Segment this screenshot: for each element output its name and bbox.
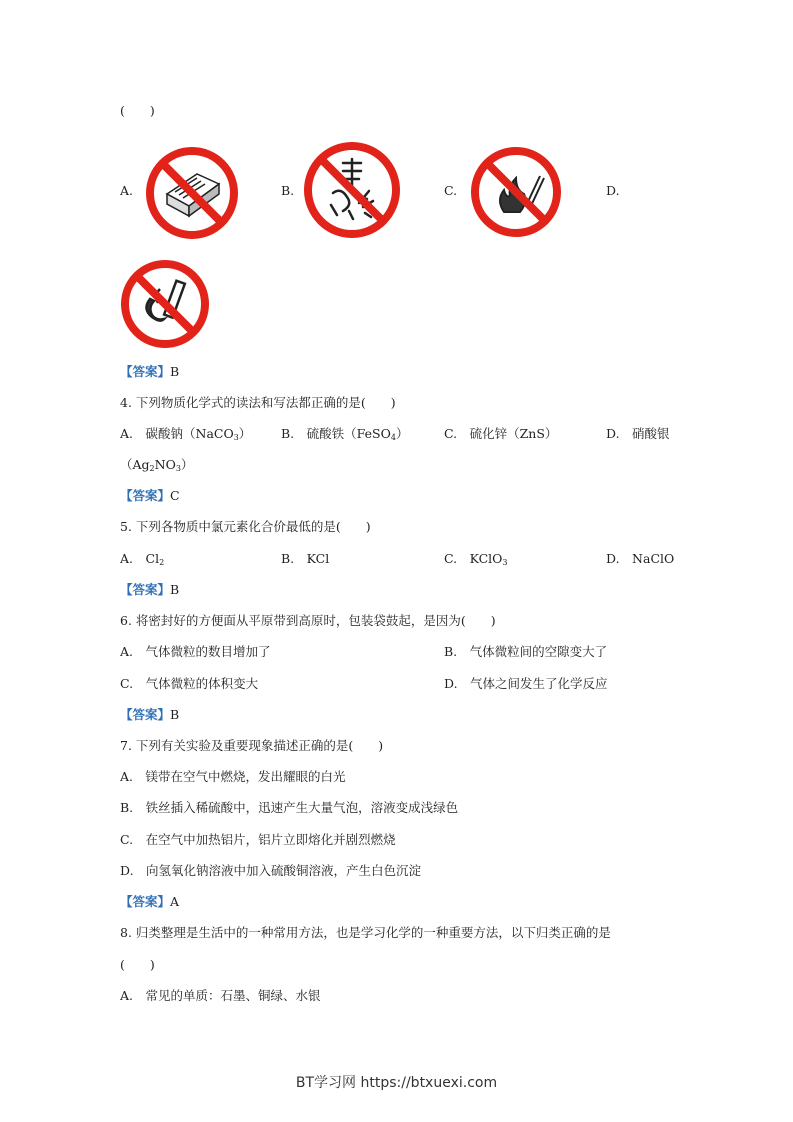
q4-b-close: ） bbox=[395, 426, 409, 441]
no-smoking-icon bbox=[120, 259, 210, 349]
answer-tag: 【答案】 bbox=[120, 707, 171, 722]
q5-c-sub: 3 bbox=[502, 558, 508, 567]
q4-d2-post: ） bbox=[180, 457, 194, 472]
q5-option-c bbox=[444, 551, 508, 571]
answer-tag: 【答案】 bbox=[120, 894, 171, 909]
answer-5 bbox=[120, 582, 179, 598]
q4-a-text: A. 碳酸钠（NaCO bbox=[120, 426, 234, 441]
answer-tag: 【答案】 bbox=[120, 488, 171, 503]
q4-d2-sub2: 3 bbox=[175, 464, 181, 473]
question-8-stem: 8. 归类整理是生活中的一种常用方法，也是学习化学的一种重要方法，以下归类正确的是 bbox=[120, 925, 611, 940]
answer-tag: 【答案】 bbox=[120, 364, 171, 379]
answer-value: A bbox=[170, 894, 180, 909]
answer-value: B bbox=[170, 364, 180, 379]
q4-a-sub: 3 bbox=[233, 433, 239, 442]
q4-d2-pre: （Ag bbox=[120, 457, 150, 472]
q6-option-d: D. 气体之间发生了化学反应 bbox=[444, 676, 608, 691]
answer-6 bbox=[120, 707, 179, 723]
q8-option-a: A. 常见的单质：石墨、铜绿、水银 bbox=[120, 988, 321, 1003]
q6-option-a: A. 气体微粒的数目增加了 bbox=[120, 644, 271, 659]
q5-a-text: A. Cl bbox=[120, 551, 160, 566]
q7-option-d: D. 向氢氧化钠溶液中加入硫酸铜溶液，产生白色沉淀 bbox=[120, 863, 422, 878]
question-8-paren: ( ) bbox=[120, 957, 155, 972]
q4-b-text: B. 硫酸铁（FeSO bbox=[281, 426, 391, 441]
no-fireworks-icon bbox=[303, 141, 401, 239]
question-7-stem: 7. 下列有关实验及重要现象描述正确的是( ) bbox=[120, 738, 384, 753]
q5-option-a bbox=[120, 551, 164, 571]
q5-c-text: C. KClO bbox=[444, 551, 503, 566]
q4-d2-sub1: 2 bbox=[149, 464, 155, 473]
option-b-label: B. bbox=[281, 183, 295, 198]
q4-d2-mid: NO bbox=[154, 457, 176, 472]
option-a-label: A. bbox=[120, 183, 134, 198]
answer-value: B bbox=[170, 707, 180, 722]
answer-value: C bbox=[170, 488, 180, 503]
q7-option-c: C. 在空气中加热铝片，铝片立即熔化并剧烈燃烧 bbox=[120, 832, 396, 847]
no-open-flame-icon bbox=[470, 146, 562, 238]
q6-option-b: B. 气体微粒间的空隙变大了 bbox=[444, 644, 608, 659]
q4-option-c: C. 硫化锌（ZnS） bbox=[444, 426, 558, 441]
q4-option-d: D. 硝酸银 bbox=[606, 426, 670, 441]
footer-site[interactable]: BT学习网 https://btxuexi.com bbox=[295, 1075, 498, 1091]
answer-3 bbox=[120, 364, 179, 380]
q4-a-close: ） bbox=[238, 426, 252, 441]
q6-option-c: C. 气体微粒的体积变大 bbox=[120, 676, 259, 691]
q4-option-b bbox=[281, 426, 408, 446]
answer-4 bbox=[120, 488, 180, 504]
question-5-stem: 5. 下列各物质中氯元素化合价最低的是( ) bbox=[120, 519, 371, 534]
question-3-paren: ( ) bbox=[120, 103, 155, 118]
option-d-label: D. bbox=[606, 183, 620, 198]
q5-a-sub: 2 bbox=[159, 558, 165, 567]
q5-option-d: D. NaClO bbox=[606, 551, 675, 566]
q7-option-b: B. 铁丝插入稀硫酸中，迅速产生大量气泡，溶液变成浅绿色 bbox=[120, 800, 459, 815]
q7-option-a: A. 镁带在空气中燃烧，发出耀眼的白光 bbox=[120, 769, 346, 784]
answer-7 bbox=[120, 894, 179, 910]
question-6-stem: 6. 将密封好的方便面从平原带到高原时，包装袋鼓起，是因为( ) bbox=[120, 613, 496, 628]
q4-option-d-formula bbox=[120, 457, 193, 477]
answer-tag: 【答案】 bbox=[120, 582, 171, 597]
no-matches-icon bbox=[145, 146, 239, 240]
q4-b-sub: 4 bbox=[390, 433, 396, 442]
answer-value: B bbox=[170, 582, 180, 597]
q5-option-b: B. KCl bbox=[281, 551, 330, 566]
option-c-label: C. bbox=[444, 183, 458, 198]
question-4-stem: 4. 下列物质化学式的读法和写法都正确的是( ) bbox=[120, 395, 396, 410]
q4-option-a bbox=[120, 426, 251, 446]
